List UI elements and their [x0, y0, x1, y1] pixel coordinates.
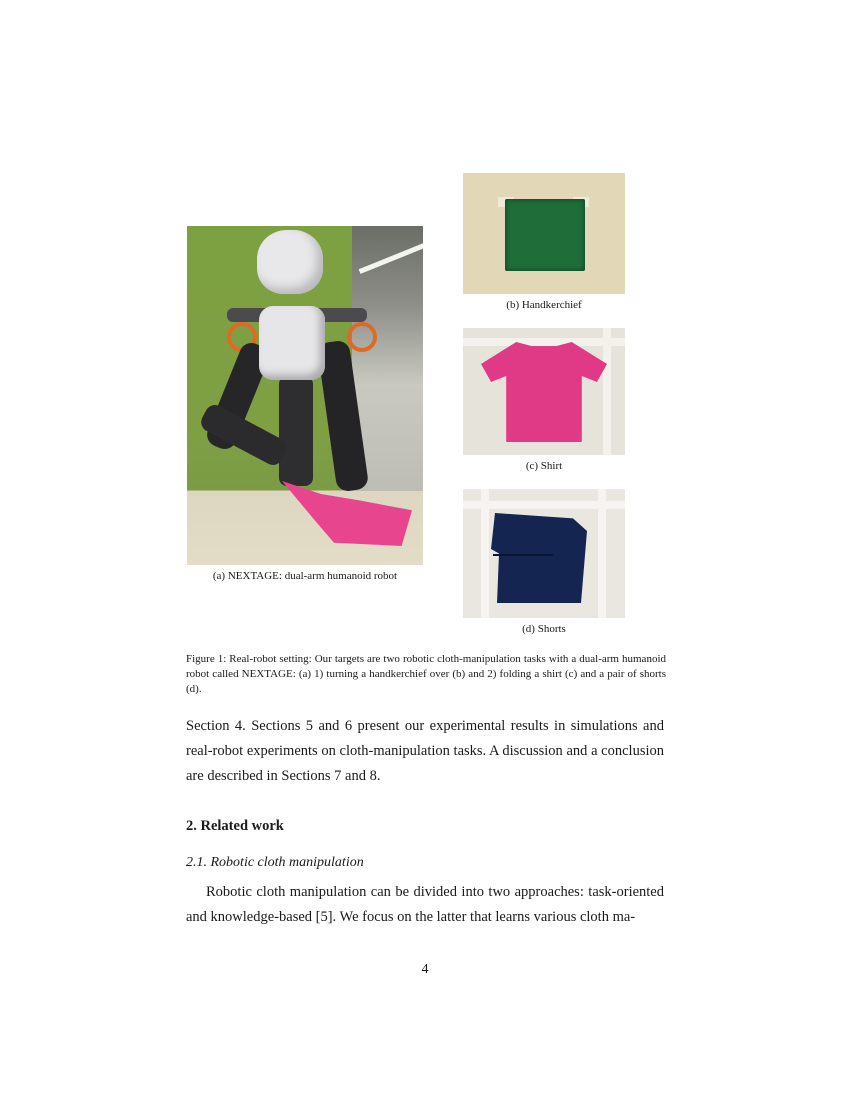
paragraph-text: Section 4. Sections 5 and 6 present our experimental results in simulations and real-robot experiments on cloth-manipulation tasks. A discussion and a conclusion are described in Sections 7 and 8.: [186, 718, 664, 784]
page-number: 4: [421, 962, 429, 977]
mat-line: [463, 338, 625, 346]
body-paragraph: [186, 880, 664, 930]
mat-line: [598, 489, 606, 618]
navy-shorts: [489, 513, 589, 603]
shorts-leg-split: [493, 554, 553, 556]
shirt-photo: [463, 328, 625, 455]
robot-cable-right: [347, 322, 377, 352]
pink-shirt: [481, 342, 607, 442]
section-heading: 2. Related work: [186, 818, 284, 834]
handkerchief-photo: [463, 173, 625, 294]
robot-head: [257, 230, 323, 294]
robot-torso: [259, 306, 325, 380]
body-paragraph: [186, 714, 664, 789]
mat-line: [481, 489, 489, 618]
figure-caption: Figure 1: Real-robot setting: Our targets are two robotic cloth-manipulation tasks with a dual-arm humanoid robot called NEXTAGE: (a) 1) turning a handkerchief over (b) and 2) folding a shirt (c) and a pair of shorts (d).: [186, 653, 666, 695]
subfigure-caption-d: (d) Shorts: [522, 623, 566, 635]
robot-waist: [279, 376, 313, 486]
subfigure-caption-a: (a) NEXTAGE: dual-arm humanoid robot: [212, 570, 398, 582]
paragraph-text: Robotic cloth manipulation can be divided into two approaches: task-oriented and knowledge-based [5]. We focus on the latter that learns various cloth ma-: [186, 884, 664, 925]
subsection-heading: 2.1. Robotic cloth manipulation: [186, 855, 364, 870]
robot-photo: [187, 226, 423, 565]
shorts-photo: [463, 489, 625, 618]
subfigure-caption-c: (c) Shirt: [525, 460, 563, 472]
green-handkerchief: [505, 199, 585, 271]
subfigure-caption-b: (b) Handkerchief: [506, 299, 582, 311]
mat-line: [603, 328, 611, 455]
